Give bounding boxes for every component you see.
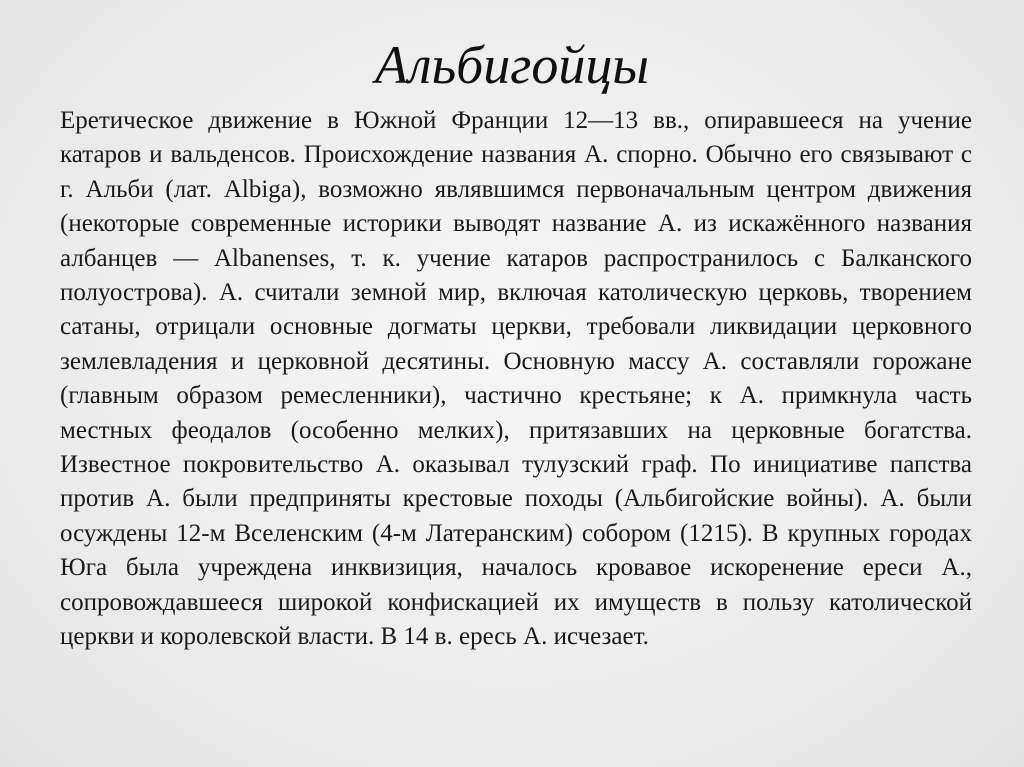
slide-title: Альбигойцы — [375, 35, 649, 95]
slide-body-text: Еретическое движение в Южной Франции 12—13 вв., опиравшееся на учение катаров и вальденсов. Происхождение названия А. спорно. Обычно его связывают с г. Альби (лат. Albiga), возможно являвшимся первоначальным центром движения (некоторые современные историки выводят название А. из искажённого названия албанцев — Albanenses, т. к. учение катаров распространилось с Балканского полуострова). А. считали земной мир, включая католическую церковь, творением сатаны, отрицали основные догматы церкви, требовали ликвидации церковного землевладения и церковной десятины. Основную массу А. составляли горожане (главным образом ремесленники), частично крестьяне; к А. примкнула часть местных феодалов (особенно мелких), притязавших на церковные богатства. Известное покровительство А. оказывал тулузский граф. По инициативе папства против А. были предприняты крестовые походы (Альбигойские войны). А. были осуждены 12-м Вселенским (4-м Латеранским) собором (1215). В крупных городах Юга была учреждена инквизиция, началось кровавое искоренение ереси А., сопровождавшееся широкой конфискацией их имуществ в пользу католической церкви и королевской власти. В 14 в. ересь А. исчезает. — [60, 107, 972, 651]
